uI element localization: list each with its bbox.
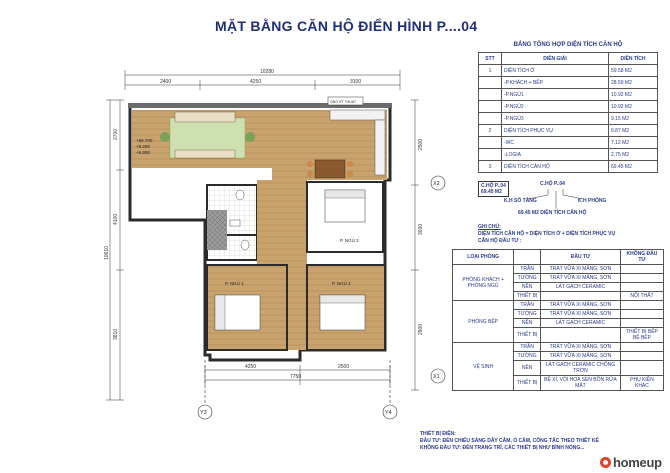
notes-line2: CĂN HỘ ĐẦU TƯ : (478, 238, 522, 244)
summary-area: 10.92 M2 (609, 101, 658, 113)
summary-stt (479, 149, 502, 161)
equipment-line2: KHÔNG ĐẦU TƯ: ĐÈN TRANG TRÍ, CÁC THIẾT BỊ NHƯ BÌNH NÓNG... (420, 445, 585, 451)
finishes-not: THIẾT BỊ BẾP BỆ BẾP (620, 328, 663, 343)
finishes-part: TƯỜNG (514, 274, 541, 283)
summary-row (479, 149, 658, 161)
area-summary (478, 42, 658, 173)
dim-bottom-b: 2500 (338, 364, 350, 370)
bedroom-1-bed (215, 295, 260, 330)
dim-right-b: 3030 (418, 223, 424, 235)
finishes-invest: TRÁT VỮA XI MĂNG, SƠN (541, 265, 621, 274)
dim-bottom-total: 7750 (290, 374, 302, 380)
finishes-part: TRẦN (514, 343, 541, 352)
bedroom-3-label: P. NGỦ 3 (340, 238, 359, 243)
summary-name: -P.NGỦ2 (502, 101, 609, 113)
bedroom-2-label: P. NGỦ 2 (332, 281, 351, 286)
finishes-not (620, 361, 663, 376)
finishes-header-invest: ĐẦU TƯ (541, 250, 621, 265)
finishes-not (620, 301, 663, 310)
finishes-part: TRẦN (514, 265, 541, 274)
finishes-invest: TRÁT VỮA XI MĂNG, SƠN (541, 274, 621, 283)
dim-right-a: 2500 (418, 138, 424, 150)
dim-bottom-a: 4250 (245, 364, 257, 370)
finishes-not (620, 319, 663, 328)
summary-area: 28.59 M2 (609, 77, 658, 89)
finishes-part: NỀN (514, 361, 541, 376)
finishes-part: THIẾT BỊ (514, 292, 541, 301)
homeup-logo (600, 455, 662, 470)
finishes-not (620, 352, 663, 361)
summary-row (479, 65, 658, 77)
bedroom-1-label: P. NGỦ 1 (225, 281, 244, 286)
summary-stt (479, 137, 502, 149)
finishes-row (453, 265, 664, 274)
finishes-header-not: KHÔNG ĐẦU TƯ (620, 250, 663, 265)
riser-label: ỐNG KỸ THUẬT (330, 100, 357, 104)
axis-y3: Y3 (200, 410, 207, 416)
finishes-not (620, 274, 663, 283)
finishes-invest: LÁT GẠCH CERAMIC CHỐNG TRƠN (541, 361, 621, 376)
finishes-part: NỀN (514, 283, 541, 292)
finishes-invest (541, 328, 621, 343)
summary-row (479, 77, 658, 89)
summary-stt (479, 113, 502, 125)
finishes-invest: BỆ XÍ, VÒI HOA SEN BỒN RỬA MẶT (541, 376, 621, 391)
finishes-part: NỀN (514, 319, 541, 328)
summary-stt: 1 (479, 65, 502, 77)
legend-box-line1: C.HỘ P..04 (481, 183, 506, 189)
level-1: +58.700 (136, 138, 153, 143)
finishes-not: NỘI THẤT (620, 292, 663, 301)
summary-heading: BẢNG TỔNG HỢP DIỆN TÍCH CĂN HỘ (513, 42, 623, 48)
dim-left-b: 4100 (113, 213, 119, 225)
axis-y4: Y4 (385, 410, 392, 416)
bedroom-2-bed (320, 295, 365, 330)
finishes-room: PHÒNG KHÁCH + PHÒNG NGỦ (453, 265, 514, 301)
finishes-not (620, 343, 663, 352)
bedroom-3-bed (325, 190, 365, 222)
summary-stt (479, 101, 502, 113)
summary-name: -P.NGỦ1 (502, 89, 609, 101)
dim-top-b: 4250 (250, 79, 262, 85)
notes (478, 224, 658, 245)
dim-right-c: 2900 (418, 323, 424, 335)
homeup-logo-text: homeup (613, 455, 662, 470)
page-title: MẶT BẰNG CĂN HỘ ĐIỂN HÌNH P....04 (215, 18, 478, 34)
finishes-invest: TRÁT VỮA XI MĂNG, SƠN (541, 343, 621, 352)
legend-right-code: C.HỘ P..04 (540, 181, 565, 187)
finishes-table (452, 249, 664, 391)
finishes-header-part (514, 250, 541, 265)
summary-name: -WC (502, 137, 609, 149)
summary-header-area: DIỆN TÍCH (609, 53, 658, 65)
legend-area-label: 69.45 M2 DIỆN TÍCH CĂN HỘ (518, 210, 587, 216)
dim-left-a: 2700 (113, 128, 119, 140)
finishes-part: TƯỜNG (514, 310, 541, 319)
finishes-part: TRẦN (514, 301, 541, 310)
summary-name: DIỆN TÍCH CĂN HỘ (502, 161, 609, 173)
finishes-not (620, 283, 663, 292)
summary-name: DIỆN TÍCH Ở (502, 65, 609, 77)
equipment-line1: ĐẦU TƯ: ĐÈN CHIẾU SÁNG DÂY CẮM, Ổ CẮM, CÔNG TẮC THEO THIẾT KẾ (420, 438, 599, 444)
summary-header-name: DIỄN GIẢI (502, 53, 609, 65)
summary-header-stt: STT (479, 53, 502, 65)
dim-top-total: 10280 (260, 69, 274, 75)
summary-name: -LOGIA (502, 149, 609, 161)
floor-plan (100, 60, 450, 470)
finishes-part: THIẾT BỊ (514, 328, 541, 343)
summary-name: -P.NGỦ3 (502, 113, 609, 125)
legend-room-label: K.H PHÒNG (578, 198, 607, 204)
dim-left-c: 3810 (113, 328, 119, 340)
finishes-part: TƯỜNG (514, 352, 541, 361)
summary-stt (479, 89, 502, 101)
summary-row (479, 89, 658, 101)
finishes-header-room: LOẠI PHÒNG (453, 250, 514, 265)
summary-stt: 2 (479, 125, 502, 137)
notes-line1: DIỆN TÍCH CĂN HỘ = DIỆN TÍCH Ở + DIỆN TÍCH PHỤC VỤ (478, 231, 616, 237)
summary-name: DIỆN TÍCH PHỤC VỤ (502, 125, 609, 137)
summary-area: 69.45 M2 (609, 161, 658, 173)
summary-row (479, 113, 658, 125)
finishes-room: PHÒNG BẾP (453, 301, 514, 343)
summary-stt: 3 (479, 161, 502, 173)
equipment-title: THIẾT BỊ ĐIỆN: (420, 431, 456, 437)
finishes-row (453, 301, 664, 310)
summary-name: -P.KHÁCH + BẾP (502, 77, 609, 89)
apartment-code-legend (478, 181, 638, 221)
summary-row (479, 137, 658, 149)
summary-area: 10.92 M2 (609, 89, 658, 101)
dim-top-a: 2400 (160, 79, 172, 85)
axis-x1: X1 (433, 374, 440, 380)
summary-area: 9.15 M2 (609, 113, 658, 125)
notes-title: GHI CHÚ: (478, 224, 501, 230)
summary-area: 2.75 M2 (609, 149, 658, 161)
axis-x2: X2 (433, 181, 440, 187)
finishes-invest: LÁT GẠCH CERAMIC (541, 283, 621, 292)
finishes-row (453, 343, 664, 352)
homeup-logo-icon (600, 457, 611, 468)
dim-left-total: 10610 (104, 246, 110, 260)
shower-area (207, 210, 227, 250)
summary-table (478, 52, 658, 173)
finishes-invest: TRÁT VỮA XI MĂNG, SƠN (541, 301, 621, 310)
legend-box-line2: 69.45 M2 (481, 189, 502, 195)
legend-floor-label: K.H SỐ TẦNG (504, 198, 537, 204)
finishes-header-row (453, 250, 664, 265)
finishes-not (620, 265, 663, 274)
summary-area: 9.87 M2 (609, 125, 658, 137)
dim-top-c: 3100 (350, 79, 362, 85)
finishes-invest: TRÁT VỮA XI MĂNG, SƠN (541, 310, 621, 319)
finishes-not: PHỤ KIỆN KHÁC (620, 376, 663, 391)
summary-stt (479, 77, 502, 89)
summary-header-row (479, 53, 658, 65)
finishes-invest: TRÁT VỮA XI MĂNG, SƠN (541, 352, 621, 361)
electrical-equipment-note (420, 431, 670, 452)
finishes-room: VỆ SINH (453, 343, 514, 391)
summary-area: 7.12 M2 (609, 137, 658, 149)
level-2: +9.200 (136, 144, 150, 149)
summary-row (479, 125, 658, 137)
finishes-invest (541, 292, 621, 301)
summary-row (479, 161, 658, 173)
level-3: +5.900 (136, 150, 150, 155)
finishes-not (620, 310, 663, 319)
finishes-part: THIẾT BỊ (514, 376, 541, 391)
summary-row (479, 101, 658, 113)
summary-area: 59.58 M2 (609, 65, 658, 77)
finishes-invest: LÁT GẠCH CERAMIC (541, 319, 621, 328)
